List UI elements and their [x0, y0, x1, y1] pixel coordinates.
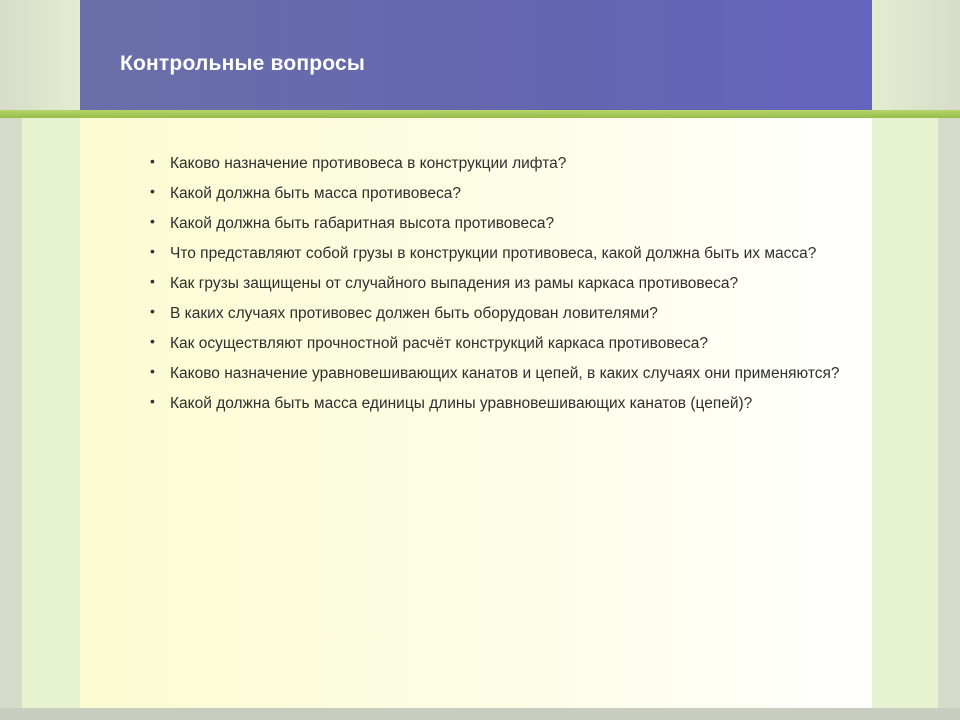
bullet-icon: • [150, 153, 155, 169]
accent-line [0, 110, 960, 118]
list-item [150, 211, 840, 237]
question-text: Как осуществляют прочностной расчёт конструкций каркаса противовеса? [170, 335, 709, 352]
bullet-icon: • [150, 393, 155, 409]
question-text: Каково назначение противовеса в конструкции лифта? [170, 155, 567, 172]
bottom-band [0, 708, 960, 720]
list-item [150, 181, 840, 207]
list-item [150, 361, 840, 387]
question-text: Какой должна быть габаритная высота противовеса? [170, 215, 555, 232]
list-item [150, 241, 840, 267]
question-text: Какой должна быть масса единицы длины уравновешивающих канатов (цепей)? [170, 395, 753, 412]
list-item [150, 301, 840, 327]
bullet-icon: • [150, 303, 155, 319]
slide-title: Контрольные вопросы [120, 52, 366, 75]
question-text: Какой должна быть масса противовеса? [170, 185, 462, 202]
list-item [150, 391, 840, 417]
question-text: Как грузы защищены от случайного выпадения из рамы каркаса противовеса? [170, 275, 739, 292]
question-text: Что представляют собой грузы в конструкции противовеса, какой должна быть их масса? [170, 245, 817, 262]
header-left-edge [0, 0, 80, 110]
list-item [150, 151, 840, 177]
question-list [150, 151, 840, 421]
bullet-icon: • [150, 243, 155, 259]
list-item [150, 271, 840, 297]
bullet-icon: • [150, 183, 155, 199]
question-text: Каково назначение уравновешивающих канатов и цепей, в каких случаях они применяются? [170, 365, 840, 382]
bullet-icon: • [150, 213, 155, 229]
bullet-icon: • [150, 333, 155, 349]
bullet-icon: • [150, 363, 155, 379]
header-right-edge [872, 0, 960, 110]
list-item [150, 331, 840, 357]
bullet-icon: • [150, 273, 155, 289]
question-text: В каких случаях противовес должен быть оборудован ловителями? [170, 305, 658, 322]
